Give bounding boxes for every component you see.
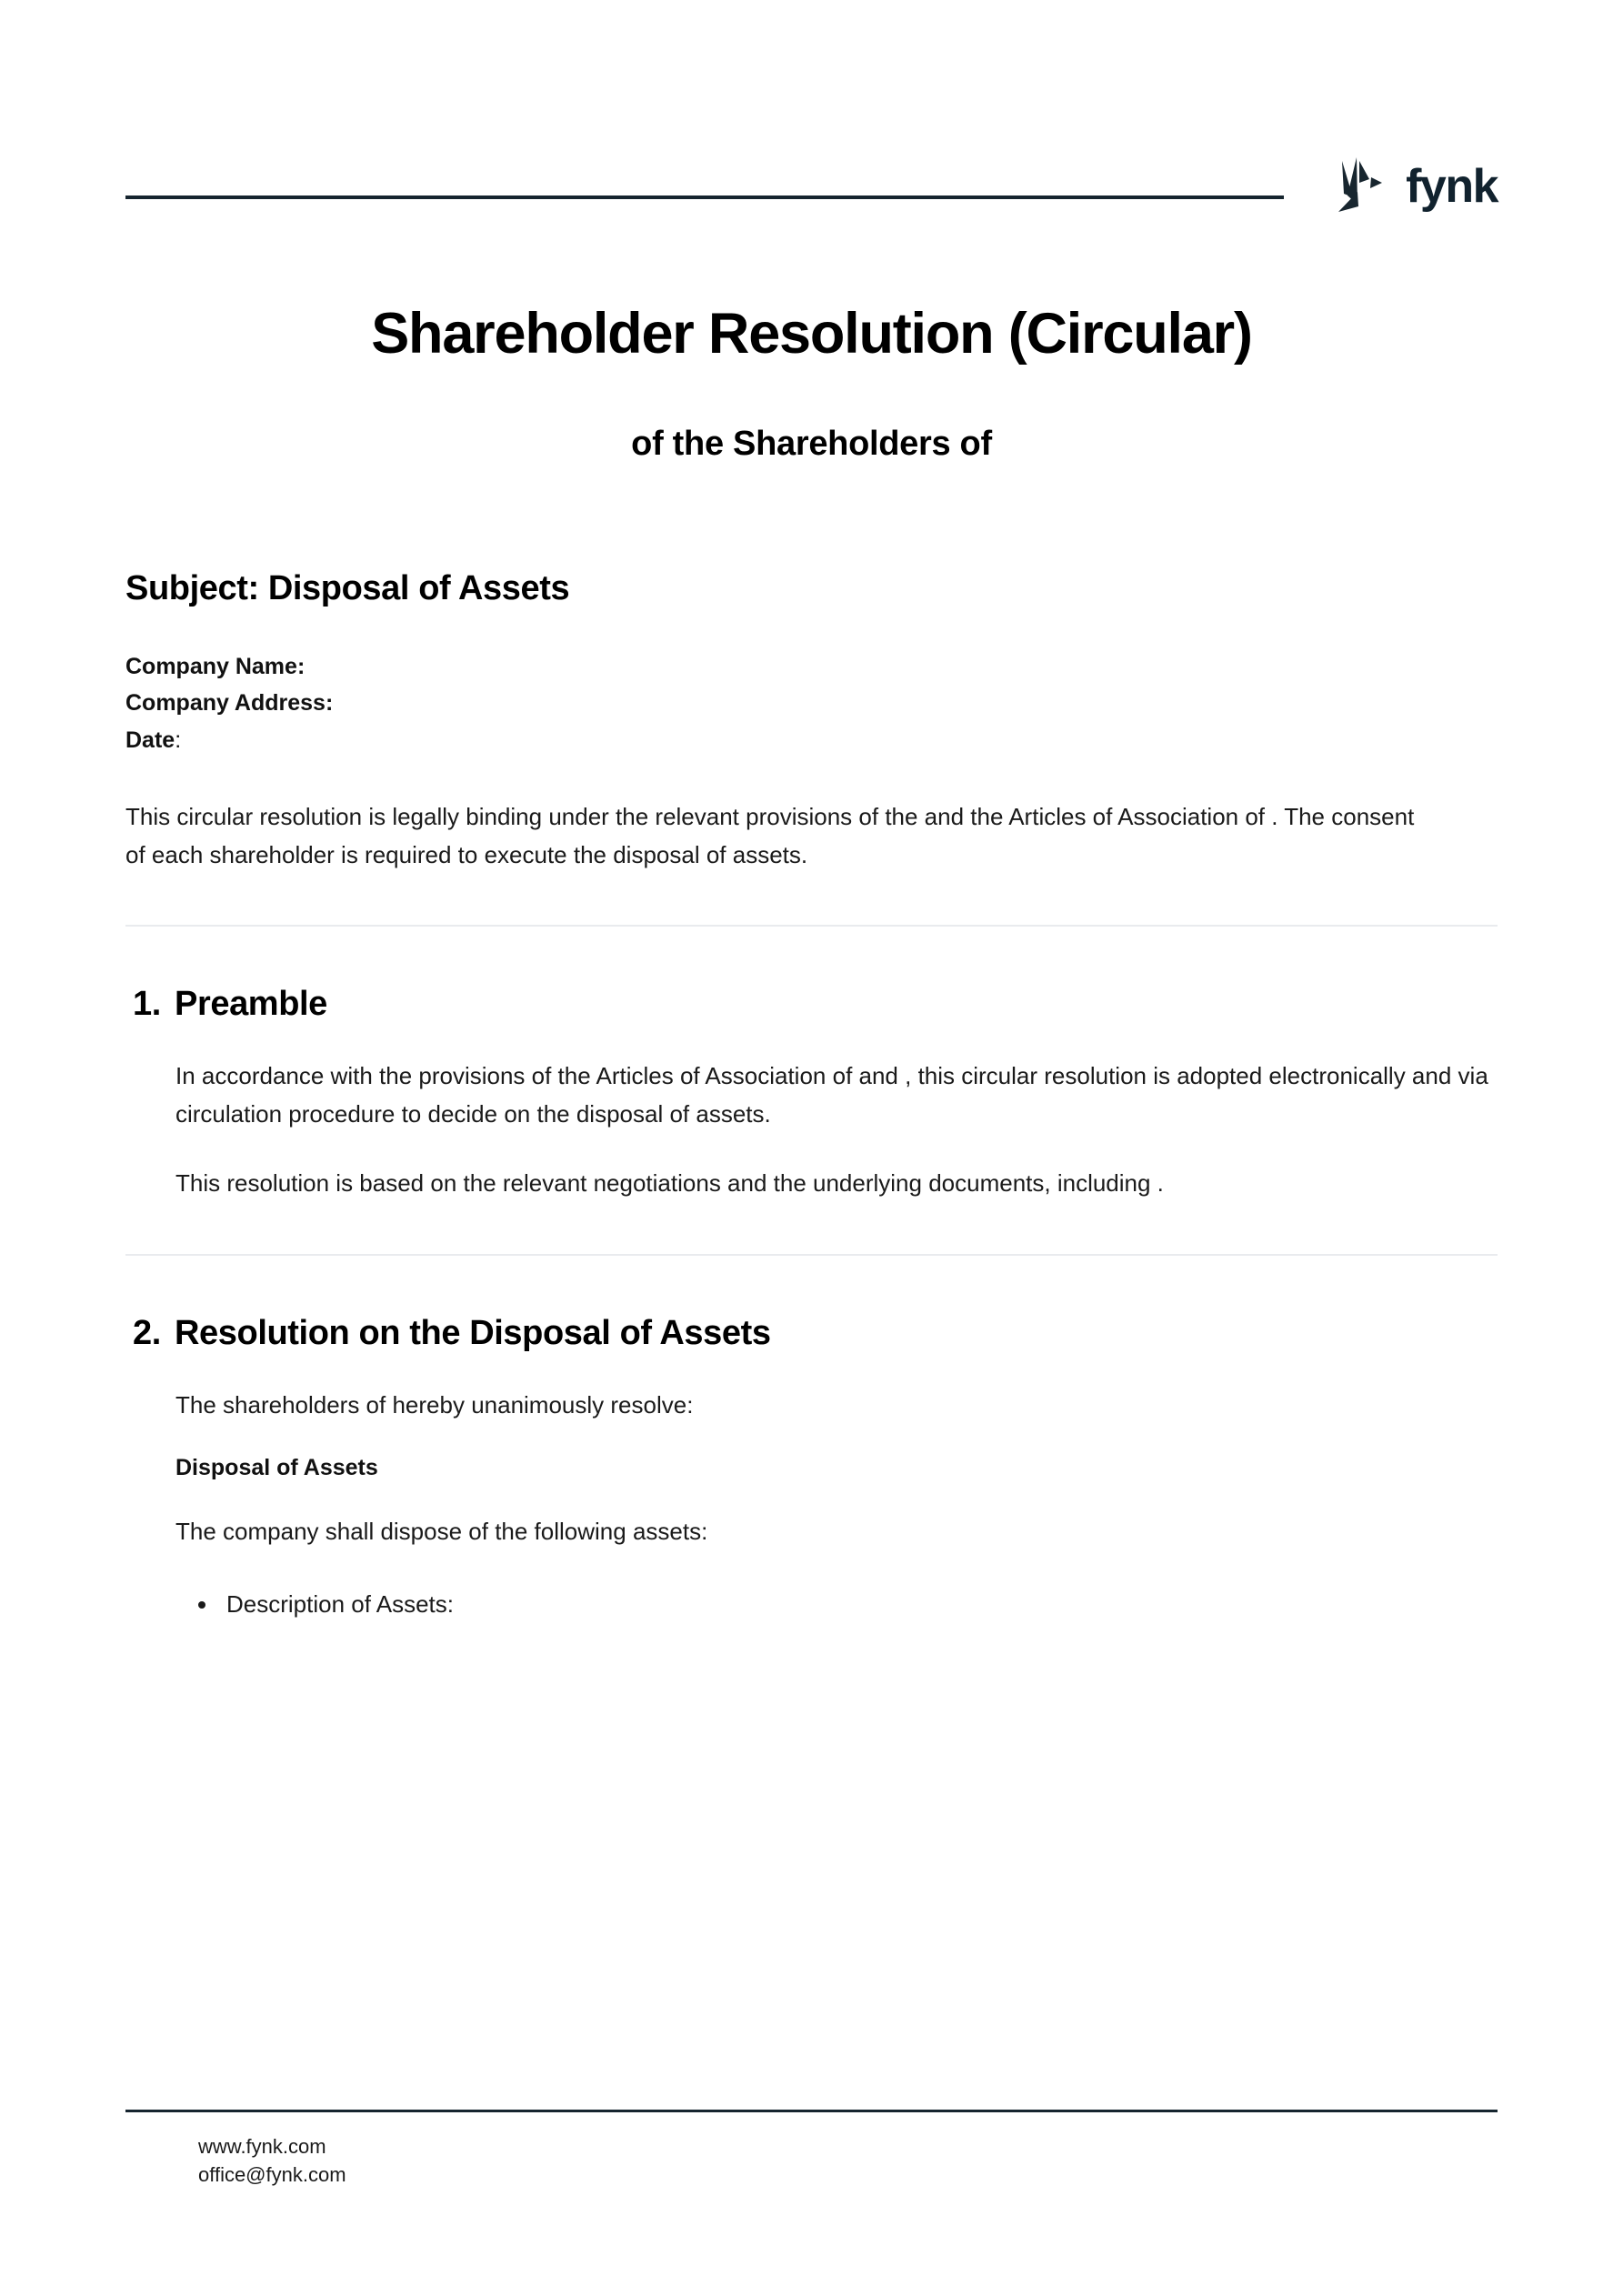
footer-rule [125, 2110, 1498, 2112]
section-2-body [175, 1386, 1498, 1623]
section-1-heading [125, 985, 1498, 1024]
meta-date [125, 722, 1498, 759]
asset-list [175, 1585, 1498, 1623]
section-2-subheading: Disposal of Assets [175, 1454, 378, 1480]
header-rule [125, 196, 1284, 199]
section-2-number: 2. [133, 1313, 161, 1352]
section-2-lead-in: The company shall dispose of the following assets: [175, 1517, 708, 1545]
brand-logo [1329, 155, 1498, 217]
section-2-intro: The shareholders of hereby unanimously resolve: [175, 1390, 694, 1419]
footer-email[interactable]: office@fynk.com [198, 2162, 346, 2186]
document-title: Shareholder Resolution (Circular) [371, 302, 1252, 366]
meta-date-separator: : [175, 727, 182, 754]
section-1-paragraph-2: This resolution is based on the relevant negotiations and the underlying documents, including . [175, 1169, 1164, 1198]
section-1-body [175, 1057, 1498, 1202]
section-2-title: Resolution on the Disposal of Assets [175, 1313, 771, 1352]
page-header [125, 153, 1498, 216]
meta-date-label: Date [125, 727, 175, 754]
section-1-title: Preamble [175, 985, 327, 1024]
section-2-heading [125, 1314, 1498, 1353]
company-meta-block [125, 648, 1498, 759]
intro-paragraph: This circular resolution is legally binding under the relevant provisions of the and the Articles of Association of . The consent of each shareholder is required to execute the disposal of assets. [125, 802, 1415, 869]
meta-company-address: Company Address: [125, 690, 334, 717]
meta-company-name: Company Name: [125, 653, 306, 679]
asset-list-item: • Description of Assets: [219, 1585, 1498, 1623]
footer-website[interactable]: www.fynk.com [198, 2134, 326, 2158]
subject-heading: Subject: Disposal of Assets [125, 568, 570, 607]
section-1-paragraph-1: In accordance with the provisions of the Articles of Association of and , this circular resolution is adopted electronically and via circulation procedure to decide on the disposal of assets. [175, 1062, 1488, 1128]
brand-wordmark: fynk [1406, 160, 1498, 213]
section-divider-2 [125, 1254, 1498, 1256]
section-resolution-disposal [125, 1314, 1498, 1623]
document-content [125, 300, 1498, 1623]
footer-contact [198, 2132, 1498, 2189]
page-footer [125, 2110, 1498, 2189]
section-preamble [125, 985, 1498, 1202]
section-1-number: 1. [133, 985, 161, 1024]
section-divider-1 [125, 925, 1498, 927]
document-subtitle: of the Shareholders of [631, 425, 992, 464]
origami-bird-icon [1329, 155, 1393, 217]
